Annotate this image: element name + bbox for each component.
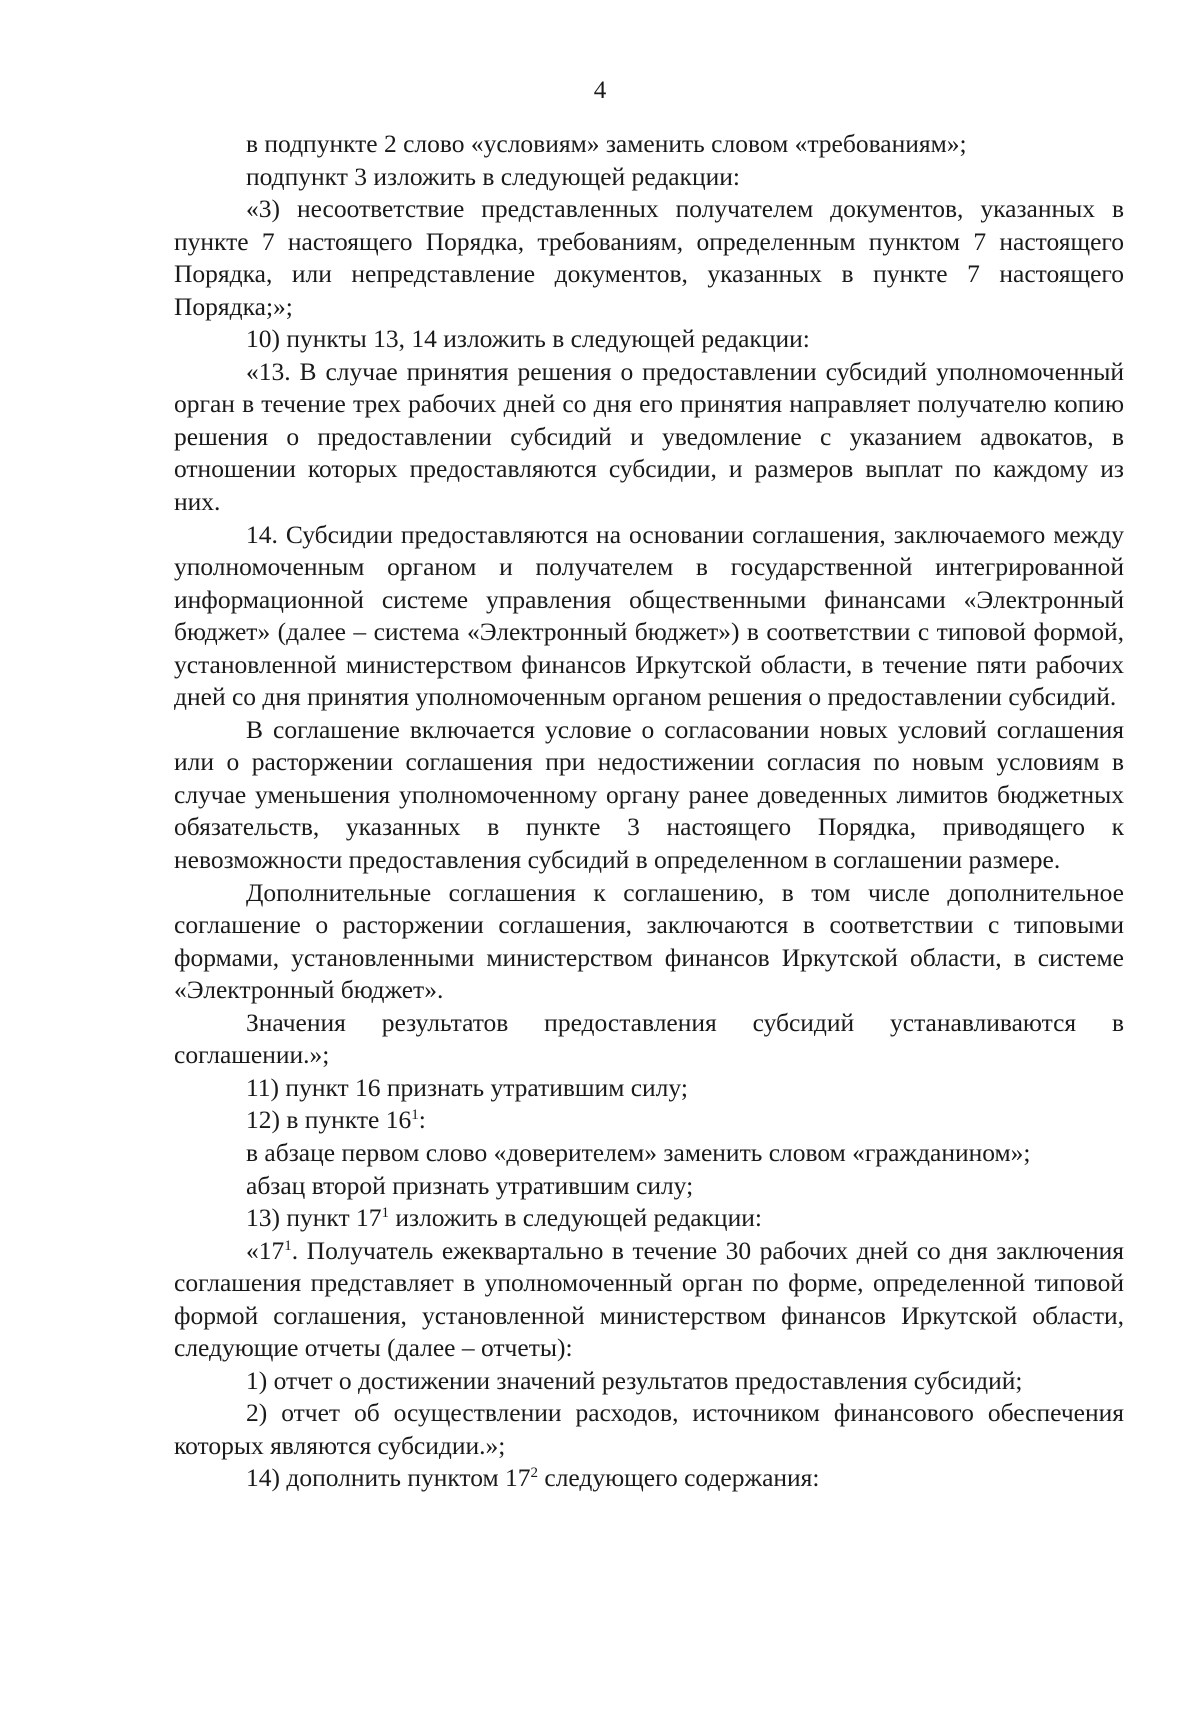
paragraph: 14. Субсидии предоставляются на основании соглашения, заключаемого между уполномоченным органом и получателем в государственной интегрированной информационной системе управления общественными финансами «Электронный бюджет» (далее – система «Электронный бюджет») в соответствии с типовой формой, установленной министерством финансов Иркутской области, в течение пяти рабочих дней со дня принятия уполномоченным органом решения о предоставлении субсидий. xyxy=(174,519,1124,712)
superscript: 1 xyxy=(411,1107,419,1124)
paragraph: подпункт 3 изложить в следующей редакции: xyxy=(246,161,740,191)
paragraph: 2) отчет об осуществлении расходов, источником финансового обеспечения которых являются субсидии.»; xyxy=(174,1398,1124,1460)
paragraph: Дополнительные соглашения к соглашению, в том числе дополнительное соглашение о расторжении соглашения, заключаются в соответствии с типовыми формами, установленными министерством финансов Иркутской области, в системе «Электронный бюджет». xyxy=(174,877,1124,1005)
paragraph xyxy=(174,1104,1124,1137)
paragraph: в подпункте 2 слово «условиям» заменить словом «требованиям»; xyxy=(246,129,967,158)
paragraph: абзац второй признать утратившим силу; xyxy=(246,1170,694,1200)
paragraph xyxy=(174,1202,1124,1235)
paragraph-text: следующего содержания: xyxy=(538,1463,820,1493)
paragraph: 10) пункты 13, 14 изложить в следующей редакции: xyxy=(246,324,810,354)
paragraph: «3) несоответствие представленных получателем документов, указанных в пункте 7 настоящего Порядка, требованиям, определенным пунктом 7 настоящего Порядка, или непредставление документов, указанных в пункте 7 настоящего Порядка;»; xyxy=(174,194,1124,321)
paragraph: 11) пункт 16 признать утратившим силу; xyxy=(246,1072,688,1102)
superscript: 2 xyxy=(530,1465,538,1482)
paragraph: Значения результатов предоставления субсидий устанавливаются в соглашении.»; xyxy=(174,1007,1124,1070)
paragraph-text: 14) дополнить пунктом 17 xyxy=(246,1463,531,1493)
paragraph-text: 12) в пункте 16 xyxy=(246,1105,412,1135)
superscript: 1 xyxy=(284,1237,292,1254)
paragraph-text: изложить в следующей редакции: xyxy=(388,1203,762,1233)
paragraph: В соглашение включается условие о согласовании новых условий соглашения или о расторжении соглашения при недостижении согласия по новым условиям в случае уменьшения уполномоченному органу ранее доведенных лимитов бюджетных обязательств, указанных в пункте 3 настоящего Порядка, приводящего к невозможности предоставления субсидий в определенном в соглашении размере. xyxy=(174,714,1124,875)
paragraph-text: «17 xyxy=(246,1235,285,1265)
paragraph-text: 13) пункт 17 xyxy=(246,1203,382,1233)
paragraph-text: . Получатель ежеквартально в течение 30 рабочих дней со дня заключения соглашения представляет в уполномоченный орган по форме, определенной типовой формой соглашения, установленной министерством финансов Иркутской области, следующие отчеты (далее – отчеты): xyxy=(174,1235,1124,1363)
paragraph-text: : xyxy=(418,1105,426,1135)
paragraph: в абзаце первом слово «доверителем» заменить словом «гражданином»; xyxy=(246,1137,1031,1167)
document-body xyxy=(174,128,1124,1495)
superscript: 1 xyxy=(381,1205,389,1222)
paragraph: 1) отчет о достижении значений результатов предоставления субсидий; xyxy=(246,1365,1023,1395)
paragraph: «13. В случае принятия решения о предоставлении субсидий уполномоченный орган в течение трех рабочих дней со дня его принятия направляет получателю копию решения о предоставлении субсидий и уведомление с указанием адвокатов, в отношении которых предоставляются субсидии, и размеров выплат по каждому из них. xyxy=(174,356,1124,517)
page-number: 4 xyxy=(593,77,607,104)
paragraph xyxy=(174,1235,1124,1365)
paragraph xyxy=(174,1462,1124,1495)
